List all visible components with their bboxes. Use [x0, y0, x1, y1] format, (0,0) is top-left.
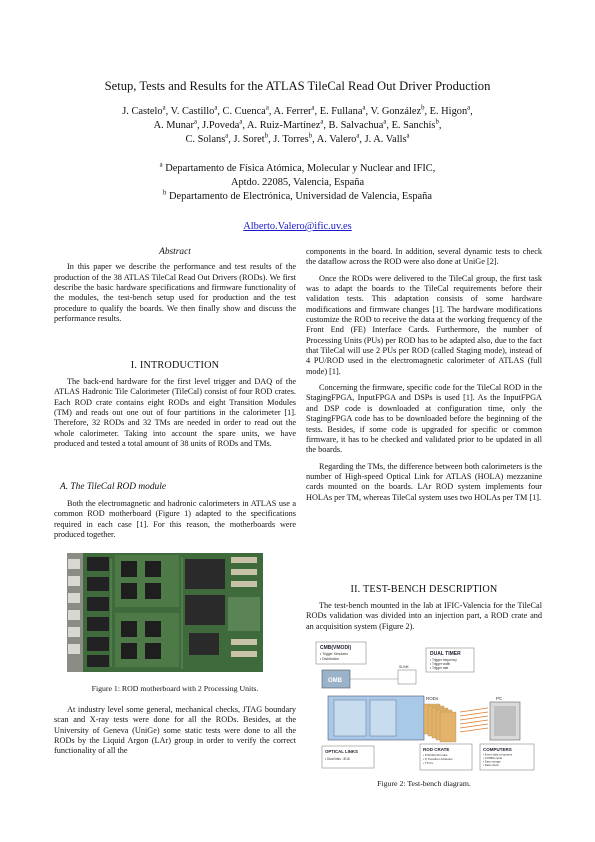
computers-line-1: • Event-data computers	[483, 752, 513, 757]
author-name: A. Valero	[316, 134, 357, 146]
author-affiliation-mark: b	[308, 132, 313, 140]
email-link[interactable]: Alberto.Valero@ific.uv.es	[243, 221, 352, 232]
rod-crate-label: ROD CRATE	[423, 747, 450, 752]
abstract-text: In this paper we describe the performance and test results of the production of the 38 ATLAS TileCal Read Out Drivers (RODs). We first describe the basic hardware specifications and firmware functionality of the modules, the test-bench setup used for production and the test procedure to qualify the boards. We then finally show and discuss the performance results.	[54, 262, 296, 324]
author-affiliation-mark: a	[406, 132, 410, 140]
test-bench-text-block	[306, 601, 542, 632]
rod-module-text-block	[54, 499, 296, 540]
author-name: C. Cuenca	[222, 106, 266, 117]
rod-crate-line-2: • 8 Transition Modules	[423, 757, 453, 761]
author-line: J. Castelo$^a$, V. Castillo$^a$, C. Cuenca$^a$, A. Ferrer$^a$, E. Fullana$^a$, V. González$^b$, E. Higon$^a$,	[122, 104, 473, 117]
slink-box	[398, 670, 416, 684]
rod-crate-line-3: • TTCrx	[423, 761, 434, 765]
computers-line-3: • Data storage	[483, 759, 501, 764]
affiliation-text: Departamento de Física Atómica, Molecular y Nuclear and IFIC,	[165, 163, 436, 174]
dual-timer-line-3: • Trigger rate	[430, 666, 449, 670]
author-affiliation-mark: a	[225, 132, 229, 140]
figure2-test-bench-diagram	[314, 640, 536, 772]
author-affiliation-mark: a	[362, 104, 366, 112]
author-affiliation-mark: a	[311, 104, 315, 112]
author-name: J. A. Valls	[364, 134, 407, 146]
author-affiliation-mark: b	[435, 118, 439, 126]
omb-label: OMB	[328, 678, 342, 684]
dual-timer-label: DUAL TIMER	[430, 651, 461, 657]
left-bottom-text-block	[54, 705, 296, 757]
abstract-section	[54, 247, 296, 324]
slink-label: SLINK	[399, 665, 409, 669]
author-affiliation-mark: a	[214, 104, 218, 112]
author-name: A. Munar	[153, 120, 194, 132]
affiliation-line	[60, 190, 535, 204]
cmb-label: CMB(VMODI)	[320, 645, 352, 651]
dual-timer-line-2: • Trigger width	[430, 662, 451, 666]
pc-label: PC	[496, 696, 503, 701]
author-name: V. Castillo	[170, 106, 215, 117]
computers-line-4: • Data check	[483, 763, 499, 767]
author-affiliation-mark: a	[193, 118, 197, 126]
email-block	[0, 221, 595, 232]
author-name: V. González	[370, 106, 422, 117]
left-bottom-text: At industry level some general, mechanical checks, JTAG boundary scan and X-ray tests were done for all the RODs. Besides, at the University of Geneva (UniGe) some static tests were done to all the RODs by the Liquid Argon (LAr) group in order to verify the correct functionality of all the	[54, 705, 296, 756]
rod-crate-line-1: • 8 RODs/16 Links	[423, 753, 448, 757]
author-name: J. Castelo	[122, 106, 163, 117]
author-name: E. Fullana	[319, 106, 363, 117]
figure2-caption: Figure 2: Test-bench diagram.	[377, 779, 471, 788]
author-name: J.Poveda	[202, 120, 240, 132]
figure1-caption: Figure 1: ROD motherboard with 2 Processing Units.	[91, 684, 259, 693]
abstract-heading: Abstract	[159, 247, 191, 257]
affiliation-line	[60, 162, 535, 176]
rods-label: RODs	[426, 696, 439, 701]
author-affiliation-mark: b	[421, 104, 425, 112]
rod-module-text: Both the electromagnetic and hadronic calorimeters in ATLAS use a common ROD motherboard (Figure 1) adapted to the specifications required in each case [1]. For this reason, the motherboards were produced together.	[54, 499, 296, 540]
affiliation-text: Aptdo. 22085, Valencia, España	[230, 177, 365, 188]
affiliation-text: Departamento de Electrónica, Universidad de Valencia, España	[169, 191, 432, 202]
author-name: J. Soret	[233, 134, 265, 146]
introduction-text: The back-end hardware for the first level trigger and DAQ of the ATLAS Hadronic Tile Calorimeter (TileCal) consist of four ROD crates. Each ROD crate contains eight RODs and eight Transition Modules (TM) and reads out one out of four partitions in the calorimeter [1]. Therefore, 32 RODs and 32 TMs are needed in order to read out the whole calorimeter. Taking into account the spare units, we have produced and tested a total amount of 38 units of RODs and TMs.	[54, 377, 296, 449]
computers-line-2: • CORBA cards	[483, 756, 503, 760]
author-affiliation-mark: a	[356, 132, 360, 140]
optical-links-line-1: • Dual links : 8/16	[325, 757, 350, 761]
section-heading-test-bench: II. TEST-BENCH DESCRIPTION	[350, 584, 498, 595]
dual-timer-line-1: • Trigger frequency	[430, 658, 457, 662]
author-affiliation-mark: a	[162, 104, 166, 112]
right-paragraph: Once the RODs were delivered to the TileCal group, the first task was to adapt the boards to the TileCal requirements before their validation tests. This adaptation consists of some hardware modifications and firmware changes [1]. The hardware modifications customize the ROD to receive the data at the working frequency of the Front End (FE) Interface Cards. Furthermore, the number of Processing Units (PUs) per ROD has to be adapted also, due to the fact that TileCal will use 2 PUs per ROD (called Staging mode), instead of 4 PU/ROD used in the electromagnetic calorimeter of ATLAS (full mode) [1].	[306, 273, 542, 376]
author-name: E. Sanchís	[391, 120, 436, 132]
test-bench-text: The test-bench mounted in the lab at IFIC-Valencia for the TileCal RODs validation was divided into an injection part, a ROD crate and an acquisition system (Figure 2).	[306, 601, 542, 631]
author-name: E. Higon	[429, 106, 468, 117]
figure1-rod-motherboard-image	[65, 549, 265, 676]
subsection-heading-rod-module: A. The TileCal ROD module	[60, 482, 166, 492]
right-column-text	[306, 247, 542, 503]
author-list	[40, 105, 555, 148]
affiliations	[60, 162, 535, 204]
author-affiliation-mark: b	[264, 132, 269, 140]
introduction-text-block	[54, 377, 296, 449]
cmb-line-1: • Trigger Simulator	[320, 652, 348, 656]
right-paragraph: Concerning the firmware, specific code for the TileCal ROD in the StagingFPGA, InputFPGA and DSPs is used [1]. As the InputFPGA and DSP code is downloaded at configuration time, only the StagingFPGA code has to be downloaded before the beginning of the tests. Besides, if some code is upgraded for specific or common firmware, it has to be checked and validated prior to be updated in all the boards.	[306, 383, 542, 455]
section-heading-introduction: I. INTRODUCTION	[130, 360, 220, 371]
cmb-line-2: • Distribution	[320, 657, 340, 661]
affiliation-line	[60, 176, 535, 190]
right-paragraph: components in the board. In addition, several dynamic tests to check the dataflow across the ROD were also done at UniGe [2].	[306, 247, 542, 267]
paper-title: Setup, Tests and Results for the ATLAS TileCal Read Out Driver Production	[104, 79, 491, 93]
author-affiliation-mark: a	[265, 104, 269, 112]
author-line: A. Munar$^a$, J.Poveda$^a$, A. Ruiz-Martínez$^a$, B. Salvachua$^a$, E. Sanchís$^b$,	[153, 118, 442, 132]
author-name: C. Solans	[185, 134, 226, 146]
optical-links-label: OPTICAL LINKS	[325, 749, 358, 754]
affiliation-mark: a	[159, 161, 163, 169]
author-affiliation-mark: a	[239, 118, 243, 126]
author-affiliation-mark: a	[383, 118, 387, 126]
author-name: A. Ferrer	[273, 106, 312, 117]
right-paragraph: Regarding the TMs, the difference between both calorimeters is the number of High-speed Optical Link for ATLAS (HOLA) mezzanine cards mounted on the boards. LAr ROD system implements four HOLAs per TM, whereas TileCal system uses two HOLAs per TM [1].	[306, 461, 542, 502]
author-line: C. Solans$^a$, J. Soret$^b$, J. Torres$^b$, A. Valero$^a$, J. A. Valls$^a$	[185, 132, 410, 146]
affiliation-mark: b	[163, 189, 167, 197]
author-name: A. Ruiz-Martínez	[247, 120, 321, 132]
author-affiliation-mark: a	[467, 104, 471, 112]
author-name: B. Salvachua	[328, 120, 384, 132]
computers-label: COMPUTERS	[483, 747, 512, 752]
author-affiliation-mark: a	[320, 118, 324, 126]
author-name: J. Torres	[273, 134, 309, 146]
